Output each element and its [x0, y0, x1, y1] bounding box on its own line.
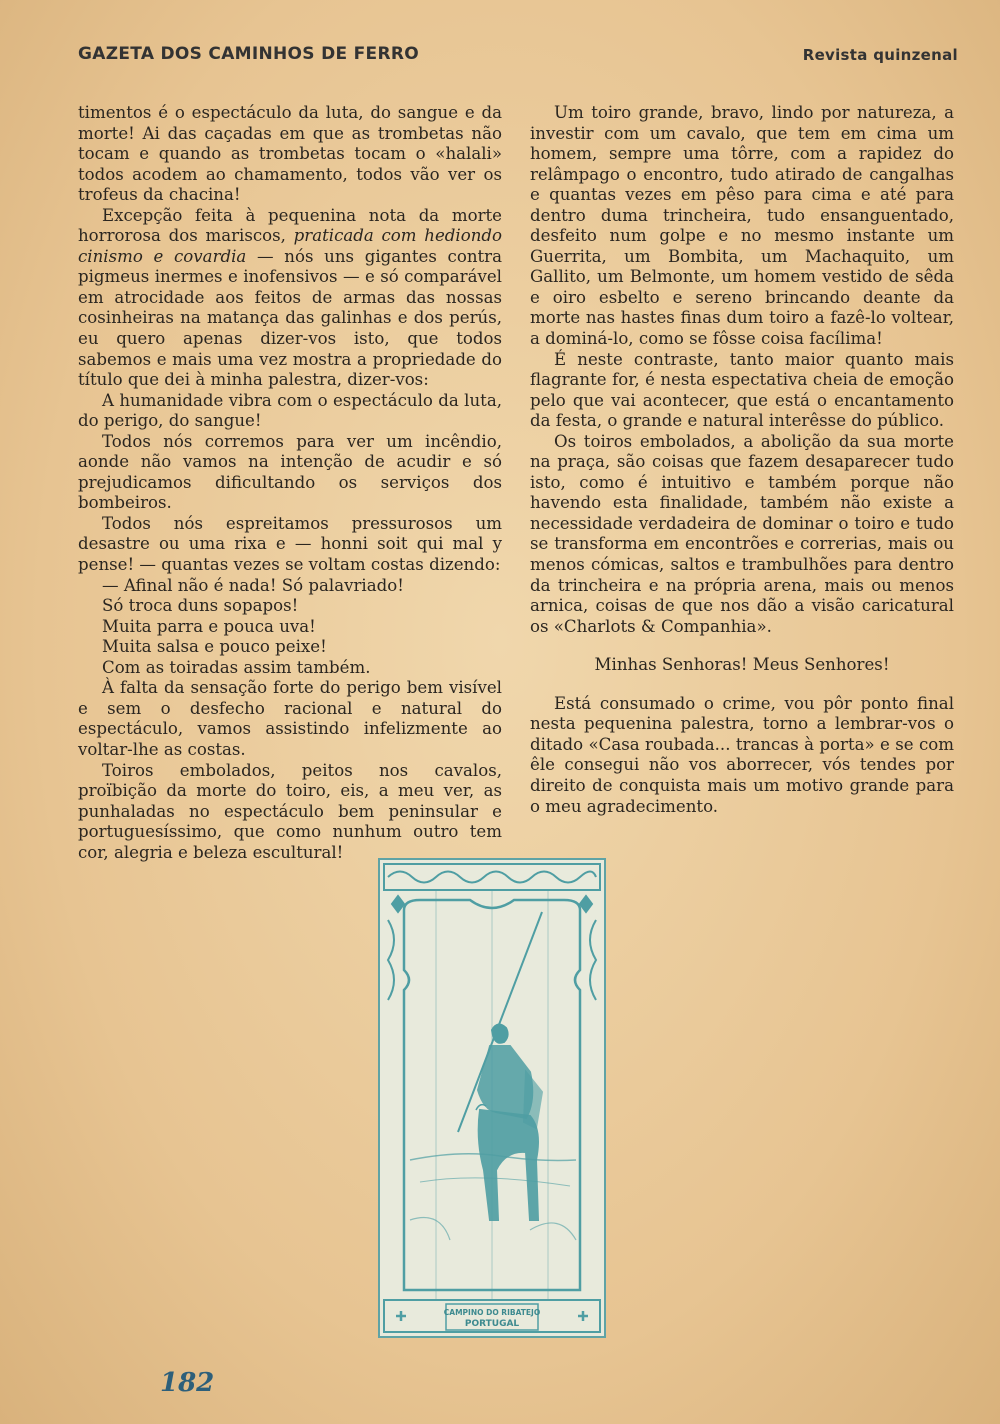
side-scroll-right [590, 920, 596, 1000]
running-header [78, 44, 958, 66]
paragraph: A humanidade vibra com o espectáculo da luta, do perigo, do sangue! [78, 390, 502, 431]
text-run: Excepção feita à pequenina nota da morte horrorosa dos mariscos, [78, 205, 502, 246]
plate-caption-line2: PORTUGAL [464, 1319, 520, 1329]
left-column [78, 103, 502, 863]
paragraph: Um toiro grande, bravo, lindo por natureza, a investir com um cavalo, que tem em cima um homem, sempre uma tôrre, com a rapidez do relâmpago o encontro, tudo atirado de cangalhas e quantas vezes em pêso para cima e até para dentro duma trincheira, tudo ensanguentado, desfeito num golpe e no mesmo instante um Guerrita, um Bombita, um Machaquito, um Gallito, um Belmonte, um homem vestido de sêda e oiro esbelto e sereno brincando deante da morte nas hastes finas dum toiro a fazê-lo voltear, a dominá-lo, como se fôsse coisa facílima! [530, 103, 954, 349]
right-column [530, 103, 954, 817]
publication-title: GAZETA DOS CAMINHOS DE FERRO [78, 44, 419, 64]
paragraph: Todos nós espreitamos pressurosos um desastre ou uma rixa e — honni soit qui mal y pense! — quantas vezes se voltam costas dizendo: [78, 513, 502, 575]
verse-line: — Afinal não é nada! Só palavriado! [102, 575, 404, 595]
paragraph: À falta da sensação forte do perigo bem visível e sem o desfecho racional e natural do espectáculo, vamos assistindo infelizmente ao voltar-lhe as costas. [78, 678, 502, 759]
fleur-ornament [392, 896, 404, 912]
text-run: — nós uns gigantes contra pigmeus inermes e inofensivos — e só comparável em atrocidade aos feitos de armas das nossas cosinheiras na matança das galinhas e dos perús, eu quero apenas dizer-vos isto, que todos sabemos e mais uma vez mostra a propriedade do título que dei à minha palestra, dizer-vos: [78, 246, 502, 390]
verse-line: Só troca duns sopapos! [102, 596, 299, 616]
plate-caption-line1: CAMPINO DO RIBATEJO [443, 1308, 541, 1317]
verse-line: Muita salsa e pouco peixe! [102, 637, 327, 657]
horse [479, 1110, 538, 1220]
paragraph: timentos é o espectáculo da luta, do sangue e da morte! Ai das caçadas em que as trombetas não tocam e quando as trombetas tocam o «halali» todos acodem ao chamamento, todos vão ver os trofeus da chacina! [78, 103, 502, 205]
publication-subtitle: Revista quinzenal [802, 46, 958, 64]
ornament-scroll [388, 872, 596, 883]
verse-line: Com as toiradas assim também. [102, 657, 371, 677]
paragraph: Toiros embolados, peitos nos cavalos, proïbição da morte do toiro, eis, a meu ver, as punhaladas no espectáculo bem peninsular e portuguesíssimo, que como nunhum outro tem cor, alegria e beleza escultural! [78, 760, 502, 862]
side-scroll-left [388, 920, 394, 1000]
paragraph: Todos nós corremos para ver um incêndio, aonde não vamos na intenção de acudir e só prejudicamos dificultando os serviços dos bombeiros. [78, 431, 502, 513]
salutation: Minhas Senhoras! Meus Senhores! [594, 655, 890, 675]
ornament-band-top [384, 864, 600, 890]
page-number: 182 [160, 1368, 215, 1398]
italic-text-run: praticada com hediondo cinismo e covardia [78, 226, 502, 266]
paragraph [78, 206, 502, 391]
paragraph: É neste contraste, tanto maior quanto mais flagrante for, é nesta espectativa cheia de emoção pelo que vai acontecer, que está o encantamento da festa, o grande e natural interêsse do público. [530, 349, 954, 431]
tile-illustration [378, 858, 606, 1338]
fleur-ornament [580, 896, 592, 912]
paragraph: Está consumado o crime, vou pôr ponto final nesta pequenina palestra, torno a lembrar-vos o ditado «Casa roubada... trancas à porta» e se com êle consegui não vos aborrecer, vós tendes por direito de conquista mais um motivo grande para o meu agradecimento. [530, 693, 954, 816]
campino-horseman-image [380, 860, 604, 1336]
paragraph: Os toiros embolados, a abolição da sua morte na praça, são coisas que fazem desaparecer tudo isto, como é intuitivo e também porque não havendo esta finalidade, também não existe a necessidade verdadeira de dominar o toiro e tudo se transforma em encontrões e correrias, mais ou menos cómicas, saltos e trambulhões para dentro da trincheira e na própria arena, mais ou menos arnica, coisas de que nos dão a visão caricatural os «Charlots & Companhia». [530, 431, 954, 636]
rider-head [492, 1024, 508, 1042]
verse-line: Muita parra e pouca uva! [102, 616, 316, 636]
